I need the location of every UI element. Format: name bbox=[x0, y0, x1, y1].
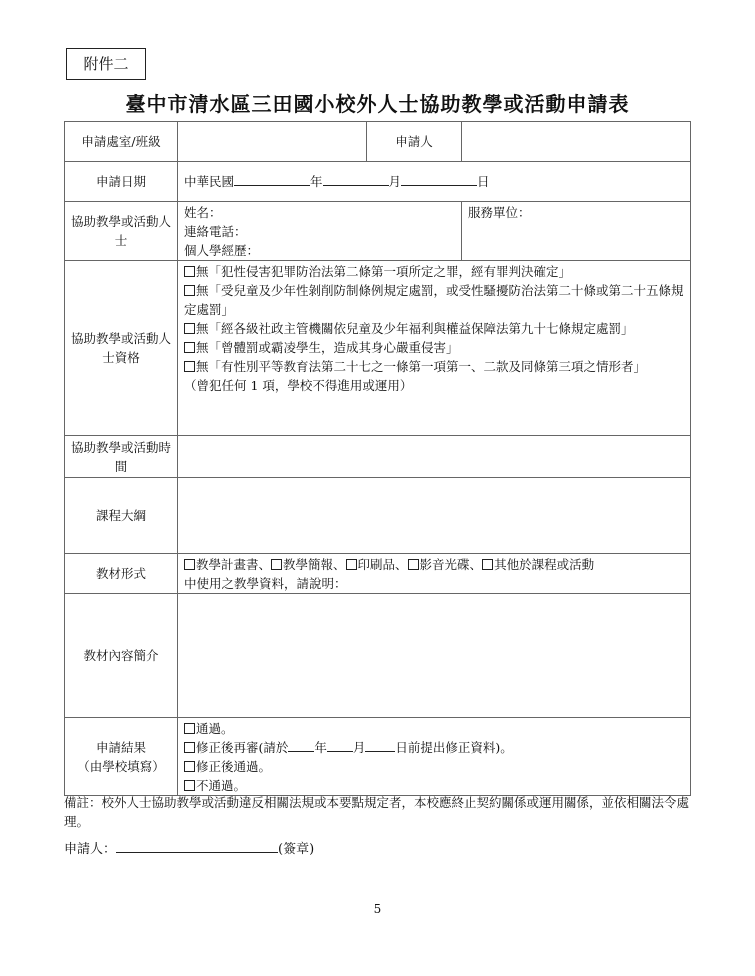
applicant-label: 申請人 bbox=[367, 122, 462, 162]
material-format-label: 教材形式 bbox=[65, 554, 178, 594]
year-blank[interactable] bbox=[234, 173, 310, 186]
checkbox-icon[interactable] bbox=[184, 285, 195, 296]
day-suffix: 日 bbox=[477, 174, 490, 189]
attachment-label: 附件二 bbox=[66, 48, 146, 80]
form-title: 臺中市清水區三田國小校外人士協助教學或活動申請表 bbox=[125, 92, 630, 116]
row-material-format bbox=[65, 554, 691, 594]
syllabus-label: 課程大綱 bbox=[65, 478, 178, 554]
checkbox-icon[interactable] bbox=[184, 266, 195, 277]
review-month-blank[interactable] bbox=[327, 739, 353, 752]
person-info-field[interactable] bbox=[178, 202, 462, 261]
stamp-label: (簽章) bbox=[278, 842, 315, 857]
qualification-item: 無「經各級社政主管機關依兒童及少年福利與權益保障法第九十七條規定處罰」 bbox=[184, 319, 684, 338]
row-department bbox=[65, 122, 691, 162]
row-syllabus bbox=[65, 478, 691, 554]
page-number: 5 bbox=[373, 902, 382, 916]
checkbox-icon[interactable] bbox=[408, 559, 419, 570]
time-field[interactable] bbox=[178, 436, 691, 478]
qualification-footnote: （曾犯任何 1 項，學校不得進用或運用） bbox=[184, 378, 413, 393]
material-intro-field[interactable] bbox=[178, 594, 691, 718]
time-label: 協助教學或活動時間 bbox=[65, 436, 178, 478]
result-label: 申請結果 （由學校填寫） bbox=[65, 718, 178, 796]
qualification-item: 無「犯性侵害犯罪防治法第二條第一項所定之罪，經有罪判決確定」 bbox=[184, 262, 684, 281]
service-unit-label: 服務單位： bbox=[468, 205, 531, 220]
qualification-label: 協助教學或活動人士資格 bbox=[65, 261, 178, 436]
service-unit-field[interactable] bbox=[462, 202, 691, 261]
review-year-blank[interactable] bbox=[288, 739, 314, 752]
checkbox-icon[interactable] bbox=[271, 559, 282, 570]
checkbox-icon[interactable] bbox=[184, 761, 195, 772]
qualification-item: 無「曾體罰或霸凌學生，造成其身心嚴重侵害」 bbox=[184, 338, 684, 357]
result-option-pass-after: 修正後通過。 bbox=[184, 757, 684, 776]
applicant-field[interactable] bbox=[462, 122, 691, 162]
material-intro-label: 教材內容簡介 bbox=[65, 594, 178, 718]
checkbox-icon[interactable] bbox=[346, 559, 357, 570]
row-qualification bbox=[65, 261, 691, 436]
remark-note: 備註：校外人士協助教學或活動違反相關法規或本要點規定者，本校應終止契約關係或運用關係，並依相關法令處理。 bbox=[64, 795, 690, 829]
date-prefix: 中華民國 bbox=[184, 174, 235, 189]
checkbox-icon[interactable] bbox=[184, 342, 195, 353]
person-label: 協助教學或活動人士 bbox=[65, 202, 178, 261]
syllabus-field[interactable] bbox=[178, 478, 691, 554]
qualification-item: 無「受兒童及少年性剝削防制條例規定處罰，或受性騷擾防治法第二十條或第二十五條規定處罰」 bbox=[184, 283, 684, 317]
application-form-table bbox=[64, 121, 691, 796]
result-option-pass: 通過。 bbox=[184, 719, 684, 738]
checkbox-icon[interactable] bbox=[184, 323, 195, 334]
checkbox-icon[interactable] bbox=[482, 559, 493, 570]
signature-line bbox=[64, 838, 314, 857]
qualification-item: 無「有性別平等教育法第二十七之一條第一項第一、二款及同條第三項之情形者」 bbox=[184, 357, 684, 376]
signature-blank[interactable] bbox=[116, 840, 278, 853]
checkbox-icon[interactable] bbox=[184, 742, 195, 753]
row-person bbox=[65, 202, 691, 261]
phone-label: 連絡電話： bbox=[184, 224, 247, 239]
qualification-list bbox=[178, 261, 691, 436]
department-label: 申請處室/班級 bbox=[65, 122, 178, 162]
checkbox-icon[interactable] bbox=[184, 559, 195, 570]
result-options bbox=[178, 718, 691, 796]
material-format-field: 教學計畫書、 教學簡報、 印刷品、 影音光碟、 其他於課程或活動 中使用之教學資料，請說明： bbox=[178, 554, 691, 594]
month-suffix: 月 bbox=[388, 174, 402, 189]
year-suffix: 年 bbox=[310, 174, 323, 189]
career-label: 個人學經歷： bbox=[184, 243, 260, 258]
department-field[interactable] bbox=[178, 122, 367, 162]
signature-label: 申請人： bbox=[64, 842, 117, 857]
month-blank[interactable] bbox=[323, 173, 389, 186]
date-field[interactable] bbox=[178, 162, 691, 202]
checkbox-icon[interactable] bbox=[184, 361, 195, 372]
day-blank[interactable] bbox=[401, 173, 477, 186]
material-format-tail: 中使用之教學資料，請說明： bbox=[184, 576, 347, 591]
date-label: 申請日期 bbox=[65, 162, 178, 202]
row-material-intro bbox=[65, 594, 691, 718]
row-result bbox=[65, 718, 691, 796]
name-label: 姓名： bbox=[184, 205, 222, 220]
review-day-blank[interactable] bbox=[365, 739, 395, 752]
row-date bbox=[65, 162, 691, 202]
result-option-review: 修正後再審(請於 年 月 日前提出修正資料)。 bbox=[184, 738, 684, 757]
checkbox-icon[interactable] bbox=[184, 780, 195, 791]
checkbox-icon[interactable] bbox=[184, 723, 195, 734]
row-time bbox=[65, 436, 691, 478]
result-option-fail: 不通過。 bbox=[184, 776, 684, 795]
